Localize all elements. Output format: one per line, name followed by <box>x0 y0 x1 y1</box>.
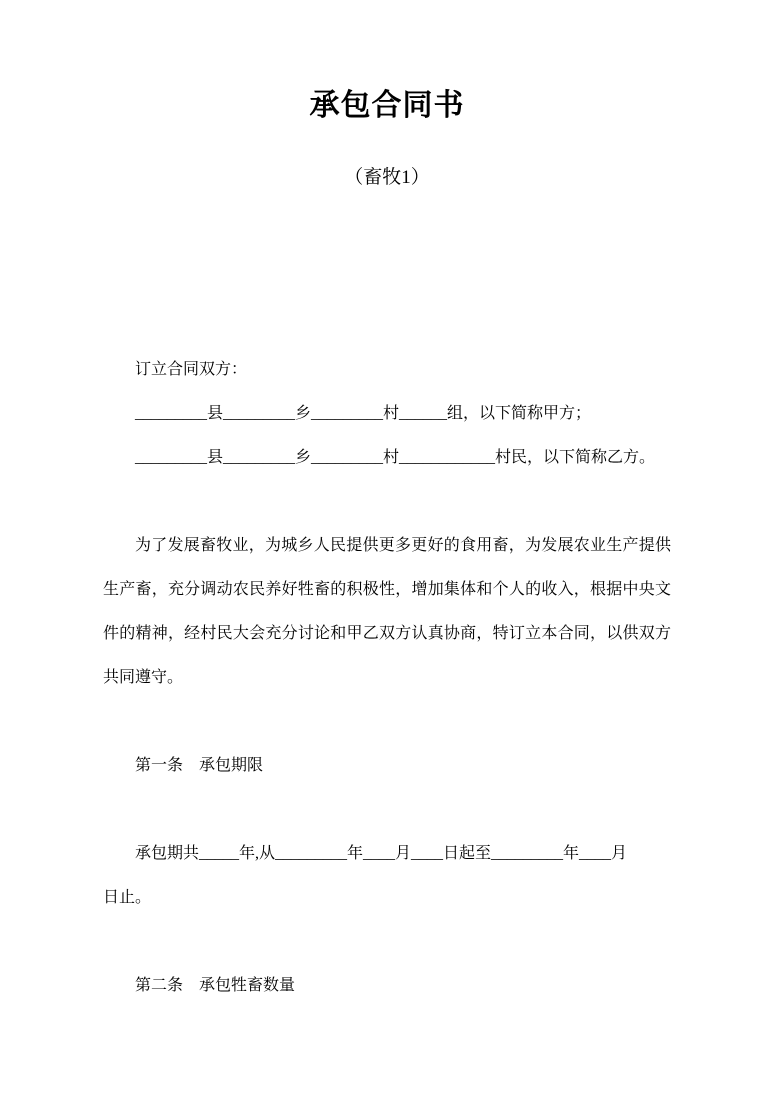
document-subtitle: （畜牧1） <box>344 167 430 188</box>
article-1-term-paragraph <box>103 832 671 920</box>
article-1-heading: 第一条 承包期限 <box>135 757 264 774</box>
party-a-blank-line: _________县_________乡_________村______组，以下简称甲方； <box>135 405 592 422</box>
intro-label: 订立合同双方： <box>135 361 248 378</box>
document-title: 承包合同书 <box>309 89 465 122</box>
article-1-term-line-1: 承包期共_____年,从_________年____月____日起至_________年____月 <box>135 845 628 862</box>
article-2-heading: 第二条 承包牲畜数量 <box>135 977 296 994</box>
document-body <box>103 348 671 1008</box>
party-b-blank-line: _________县_________乡_________村____________村民，以下简称乙方。 <box>135 449 656 466</box>
article-1-term-line-2: 日止。 <box>103 889 152 906</box>
preamble-paragraph: 为了发展畜牧业，为城乡人民提供更多更好的食用畜，为发展农业生产提供生产畜，充分调动农民养好牲畜的积极性，增加集体和个人的收入，根据中央文件的精神，经村民大会充分讨论和甲乙双方认真协商，特订立本合同，以供双方共同遵守。 <box>103 537 671 686</box>
